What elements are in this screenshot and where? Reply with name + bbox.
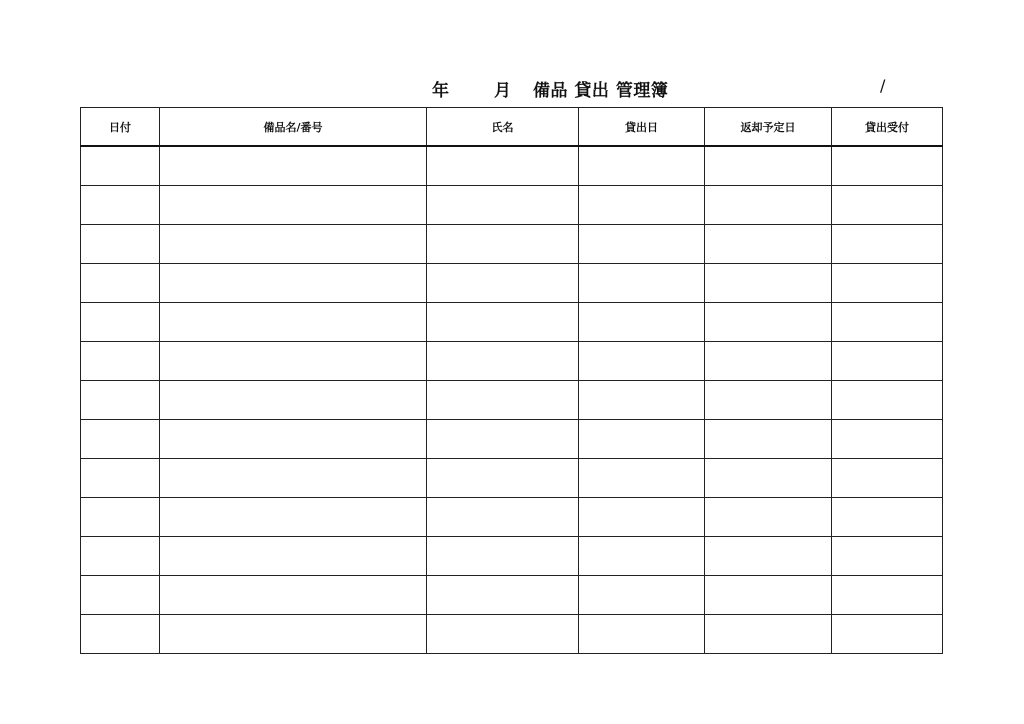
title-year-label: 年 (432, 81, 449, 101)
ledger-title (0, 76, 1024, 102)
reception-cell[interactable] (832, 576, 943, 615)
item-name-cell[interactable] (160, 303, 427, 342)
date-cell[interactable] (81, 342, 160, 381)
item-name-cell[interactable] (160, 537, 427, 576)
table-row (81, 186, 943, 225)
reception-cell[interactable] (832, 264, 943, 303)
reception-cell[interactable] (832, 381, 943, 420)
column-header-item-name: 備品名/番号 (160, 108, 427, 147)
reception-cell[interactable] (832, 420, 943, 459)
item-name-cell[interactable] (160, 146, 427, 186)
table-row (81, 303, 943, 342)
person-name-cell[interactable] (427, 186, 579, 225)
item-name-cell[interactable] (160, 615, 427, 654)
lend-date-cell[interactable] (579, 537, 705, 576)
lend-date-cell[interactable] (579, 381, 705, 420)
date-cell[interactable] (81, 420, 160, 459)
date-cell[interactable] (81, 225, 160, 264)
person-name-cell[interactable] (427, 342, 579, 381)
return-date-cell[interactable] (705, 303, 832, 342)
reception-cell[interactable] (832, 146, 943, 186)
table-row (81, 576, 943, 615)
item-name-cell[interactable] (160, 498, 427, 537)
person-name-cell[interactable] (427, 225, 579, 264)
table-row (81, 420, 943, 459)
reception-cell[interactable] (832, 342, 943, 381)
return-date-cell[interactable] (705, 420, 832, 459)
person-name-cell[interactable] (427, 420, 579, 459)
person-name-cell[interactable] (427, 381, 579, 420)
title-month-label: 月 (494, 81, 511, 101)
lend-date-cell[interactable] (579, 498, 705, 537)
date-cell[interactable] (81, 264, 160, 303)
date-cell[interactable] (81, 459, 160, 498)
date-cell[interactable] (81, 186, 160, 225)
date-cell[interactable] (81, 303, 160, 342)
item-name-cell[interactable] (160, 381, 427, 420)
return-date-cell[interactable] (705, 537, 832, 576)
return-date-cell[interactable] (705, 459, 832, 498)
page-separator: / (880, 76, 886, 95)
person-name-cell[interactable] (427, 264, 579, 303)
return-date-cell[interactable] (705, 264, 832, 303)
return-date-cell[interactable] (705, 225, 832, 264)
return-date-cell[interactable] (705, 186, 832, 225)
title-main-label: 備品 貸出 管理簿 (533, 81, 669, 101)
person-name-cell[interactable] (427, 459, 579, 498)
column-header-person-name: 氏名 (427, 108, 579, 147)
item-name-cell[interactable] (160, 225, 427, 264)
person-name-cell[interactable] (427, 576, 579, 615)
ledger-table (80, 107, 943, 654)
table-row (81, 381, 943, 420)
lend-date-cell[interactable] (579, 186, 705, 225)
lend-date-cell[interactable] (579, 420, 705, 459)
return-date-cell[interactable] (705, 342, 832, 381)
reception-cell[interactable] (832, 186, 943, 225)
date-cell[interactable] (81, 498, 160, 537)
column-header-lend-date: 貸出日 (579, 108, 705, 147)
item-name-cell[interactable] (160, 264, 427, 303)
reception-cell[interactable] (832, 498, 943, 537)
reception-cell[interactable] (832, 225, 943, 264)
lend-date-cell[interactable] (579, 264, 705, 303)
date-cell[interactable] (81, 576, 160, 615)
reception-cell[interactable] (832, 537, 943, 576)
lend-date-cell[interactable] (579, 459, 705, 498)
lend-date-cell[interactable] (579, 225, 705, 264)
date-cell[interactable] (81, 381, 160, 420)
item-name-cell[interactable] (160, 576, 427, 615)
person-name-cell[interactable] (427, 615, 579, 654)
lend-date-cell[interactable] (579, 342, 705, 381)
reception-cell[interactable] (832, 303, 943, 342)
table-row (81, 498, 943, 537)
person-name-cell[interactable] (427, 303, 579, 342)
lend-date-cell[interactable] (579, 576, 705, 615)
table-row (81, 264, 943, 303)
ledger-body (81, 146, 943, 654)
person-name-cell[interactable] (427, 146, 579, 186)
table-row (81, 537, 943, 576)
person-name-cell[interactable] (427, 537, 579, 576)
date-cell[interactable] (81, 615, 160, 654)
column-header-date: 日付 (81, 108, 160, 147)
table-row (81, 459, 943, 498)
column-header-return-date: 返却予定日 (705, 108, 832, 147)
lend-date-cell[interactable] (579, 146, 705, 186)
date-cell[interactable] (81, 146, 160, 186)
table-row (81, 342, 943, 381)
item-name-cell[interactable] (160, 459, 427, 498)
return-date-cell[interactable] (705, 615, 832, 654)
person-name-cell[interactable] (427, 498, 579, 537)
return-date-cell[interactable] (705, 146, 832, 186)
item-name-cell[interactable] (160, 342, 427, 381)
item-name-cell[interactable] (160, 186, 427, 225)
item-name-cell[interactable] (160, 420, 427, 459)
column-header-reception: 貸出受付 (832, 108, 943, 147)
table-row (81, 225, 943, 264)
return-date-cell[interactable] (705, 498, 832, 537)
reception-cell[interactable] (832, 615, 943, 654)
lend-date-cell[interactable] (579, 615, 705, 654)
lend-date-cell[interactable] (579, 303, 705, 342)
header-row (81, 108, 943, 147)
date-cell[interactable] (81, 537, 160, 576)
table-row (81, 146, 943, 186)
return-date-cell[interactable] (705, 576, 832, 615)
table-row (81, 615, 943, 654)
return-date-cell[interactable] (705, 381, 832, 420)
reception-cell[interactable] (832, 459, 943, 498)
